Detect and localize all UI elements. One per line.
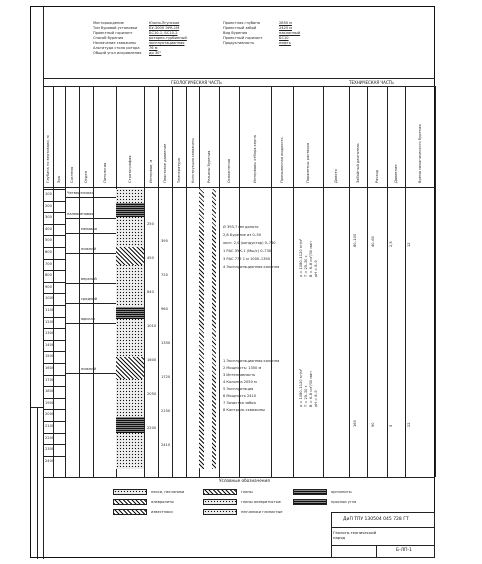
stamp-code: ДиП ТПУ 130504 045 728 ГТ [343,517,409,522]
depth-tick [43,328,65,329]
header-right-value: 2425 м [279,26,292,30]
mud-param: В = 6–8 см³/30 мин [309,241,313,277]
tech-value: 12 [407,242,411,247]
depth-label: 2000 [45,412,55,417]
column-divider [65,86,66,477]
stratigraphy-label: средний [81,297,97,301]
interval-value: 2050 [147,392,157,396]
depth-tick [43,293,65,294]
depth-tick [43,433,65,434]
header-right-value: нефть [279,41,291,45]
header-right-label: Проектный забой [223,26,257,30]
mud-param: ρ = 1080–1120 кг/м³ [299,238,303,277]
legend-label: известняки [151,510,173,514]
header-left-label: Альтитуда стола ротора [93,46,140,50]
column-header: Забойный двигатель [356,143,360,183]
depth-tick [43,456,65,457]
column-divider [239,86,240,477]
column-header: Стратиграфия [128,155,132,183]
depth-label: 2100 [45,424,55,428]
note-line: 8 Контроль скважины [223,408,265,412]
interval-value: 1350 [161,341,171,345]
mud-param-lower: рН = 8–9 [314,390,318,407]
header-left-value: БС10-1, БС10-2 [149,31,178,35]
column-divider [79,86,80,477]
column-header: Глубина по вертикали, м [46,135,50,183]
depth-label: 600 [45,250,52,254]
depth-label: 1100 [45,308,55,312]
column-divider [172,86,173,477]
mud-param-lower: ρ = 1080–1120 кг/м³ [299,368,303,407]
column-divider [293,86,294,477]
depth-tick [43,363,65,364]
column-divider [405,86,406,477]
depth-label: 1200 [45,319,55,324]
interval-value: 390 [161,239,168,243]
stratigraphy-label: нижний [81,247,96,251]
depth-tick [43,270,65,271]
depth-label: 1400 [45,342,55,347]
legend-label: аргиллиты [331,490,352,494]
lithology-layer-coal [116,417,144,433]
mud-param: рН = 8–9 [314,260,318,277]
column-header: Давление [394,164,398,183]
depth-tick [43,340,65,341]
depth-tick [43,375,65,376]
depth-label: 1500 [45,354,55,359]
interval-value: 720 [161,273,168,277]
note-line: 3 Интенсивность [223,373,256,377]
stratigraphy-label: верхний [81,277,97,281]
header-right-value: наклонный [279,31,301,35]
header-right-label: Вид бурения [223,31,248,35]
legend-swatch [113,509,147,515]
strat-boundary [65,218,116,219]
lithology-layer-argillite [116,307,144,319]
mud-param: Т = 25–30 с [304,255,308,277]
column-divider [387,86,388,477]
depth-label: 2200 [45,435,55,440]
column-header: Промывочная жидкость [280,137,284,183]
legend-swatch [113,499,147,505]
depth-label: 1600 [45,366,55,370]
interval-value: 2150 [161,409,171,413]
depth-label: 1900 [45,400,55,405]
depth-label: 2400 [45,458,55,463]
interval-value: 450 [147,256,154,260]
legend-label: песчаники глинистые [241,510,283,514]
column-divider [271,86,272,477]
column-header: Параметры раствора [306,142,310,183]
depth-tick [43,444,65,445]
header-left-label: Назначение скважины [93,41,136,45]
depth-label: 1000 [45,296,55,301]
depth-tick [43,317,65,318]
depth-label: 1800 [45,389,55,394]
interval-value: 2200 [147,426,157,430]
depth-tick [43,235,65,236]
header-left-label: Месторождение [93,21,124,25]
depth-tick [43,212,65,213]
header-left-value: БУ-3000 ЭУК-1М [149,26,180,30]
legend-swatch [113,489,147,495]
depth-label: 300 [45,215,52,220]
note-line: 6 Мощность 2410 [223,394,257,398]
column-divider [219,86,220,477]
column-header: Пластовое давление [163,143,167,183]
drawing-sheet [30,6,435,558]
strat-boundary [65,303,116,304]
note-line: 2 Мощность: 1350 м [223,366,262,370]
legend-swatch [293,489,327,495]
depth-tick [43,305,65,306]
header-left-value: эксплуатационная [149,41,185,45]
stratigraphy-label: нижний [81,367,96,371]
header-left-label: Проектный горизонт [93,31,133,35]
note-line: эксп. 2,0 (кондуктор) 0–730 [223,241,276,245]
column-header: Осложнения [227,159,231,183]
column-header: Система [70,166,74,183]
header-left-value: Южно-Ягунское [149,21,180,25]
legend-label: глины [241,490,253,494]
strat-boundary [65,233,116,234]
depth-tick [43,398,65,399]
legend-label: прослои угля [331,500,357,504]
depth-label: 900 [45,284,52,289]
header-left-value: роторно-турбинный [149,36,187,40]
stratigraphy-label: юрская [81,317,95,321]
note-line: 5 Эксплуатация [223,387,254,391]
header-right-label: Проектный горизонт [223,36,263,40]
depth-tick [43,259,65,260]
legend-label: пески, песчаники [151,490,185,494]
mud-param-lower: Т = 25–30 с [304,385,308,407]
strat-boundary [65,283,116,284]
column-header: Расход [375,169,379,183]
depth-tick [43,189,65,190]
depth-tick [43,247,65,248]
tech-value: 22 [407,422,411,427]
header-right-label: Проектная глубина [223,21,260,25]
note-line: Ø 393,7 мм долото [223,225,259,229]
depth-label: 100 [45,192,52,196]
column-header: Температура [177,158,181,183]
note-line: 4 Колонна 2050 м [223,380,257,384]
lithology-layer-siltstone [116,247,144,265]
legend-label: глины алевритистые [241,500,281,504]
column-divider [158,86,159,477]
stamp-sheet: Б-ЛП-1 [396,548,412,553]
note-line: 1 РАС ЭУК-1 (Мш/с) 0–730 [223,249,272,253]
column-divider [367,86,368,477]
header-right-value: БС10 [279,36,289,40]
interval-value: 1720 [161,375,171,379]
depth-tick [43,351,65,352]
note-line: 2,8 Бурение из 0–50 [223,233,262,237]
depth-label: 500 [45,238,52,243]
technical-section-title: ТЕХНИЧЕСКАЯ ЧАСТЬ [349,80,394,85]
header-left-label: Тип буровой установки [93,26,138,30]
column-header: Интервалы отбора керна [253,135,257,183]
legend-swatch [203,499,237,505]
interval-value: 960 [161,307,168,311]
header-left-value: 76 м [149,46,158,50]
column-header: Литология [102,162,107,183]
stamp-title: Геолого-технический наряд [333,530,377,540]
interval-value: 2410 [161,443,171,447]
legend-swatch [203,489,237,495]
column-header: Конструкция скважины [190,137,195,183]
header-right-value: 2850 м [279,21,292,25]
note-line: 4 Эксплуатационная колонна [223,265,280,269]
stratigraphy-label: палеогеновая [67,212,94,216]
depth-tick [43,386,65,387]
strat-boundary [65,253,116,254]
tech-value: 80–100 [353,233,357,247]
column-divider [435,86,436,477]
interval-value: 1010 [147,324,157,328]
depth-tick [43,421,65,422]
note-line: 1 Эксплуатационная колонна [223,359,280,363]
header-left-label: Способ бурения [93,36,124,40]
depth-label: 400 [45,226,52,231]
tech-value: 160 [353,420,357,427]
depth-label: 1700 [45,377,55,382]
lithology-layer-clay [116,203,144,217]
strat-boundary [65,197,116,198]
depth-label: 800 [45,273,52,278]
tech-value: 40–60 [371,236,375,247]
mud-param-lower: В = 6–8 см³/30 мин [309,371,313,407]
note-line: 7 Зачистка забоя [223,401,256,405]
column-divider [93,86,94,477]
geology-section-title: ГЕОЛОГИЧЕСКАЯ ЧАСТЬ [171,80,222,85]
header-left-value: до 30° [149,51,162,55]
column-divider [186,86,187,477]
tech-value: 5 [389,424,393,427]
column-divider [144,86,145,477]
depth-label: 2300 [45,447,55,452]
strat-boundary [65,323,116,324]
column-header: Время механического бурения [418,124,422,183]
stratigraphy-label: меловая [81,227,97,231]
strat-boundary [65,373,116,374]
column-header: Эра [57,176,61,183]
depth-label: 200 [45,203,52,208]
interval-value: 250 [147,222,154,226]
legend-swatch [203,509,237,515]
legend-label: алевролиты [151,500,174,504]
interval-value: 840 [147,290,154,294]
stratigraphy-label: Четвертичная [67,191,94,195]
depth-tick [43,409,65,410]
header-right-label: Продуктивность [223,41,255,45]
column-header: Режимы бурения [207,150,211,183]
depth-label: 700 [45,261,52,266]
tech-value: 2,5 [389,241,393,247]
casing-column [199,189,204,469]
tech-value: 90 [371,422,375,427]
interval-value: 1600 [147,358,157,362]
column-divider [323,86,324,477]
legend-title: Условные обозначения [219,478,270,483]
column-header: Интервал, м [149,159,153,183]
note-line: 3 РАС 775 1 м 1000–1350 [223,257,271,261]
legend-swatch [293,499,327,505]
column-header: Отдел [84,171,88,183]
column-divider [349,86,350,477]
column-header: Долото [334,169,338,183]
depth-tick [43,224,65,225]
casing-column-2 [212,189,216,469]
header-left-label: Общий угол искривления [93,51,142,55]
lithology-layer-limestone [116,357,144,379]
depth-tick [43,282,65,283]
depth-label: 1300 [45,331,55,336]
depth-tick [43,201,65,202]
